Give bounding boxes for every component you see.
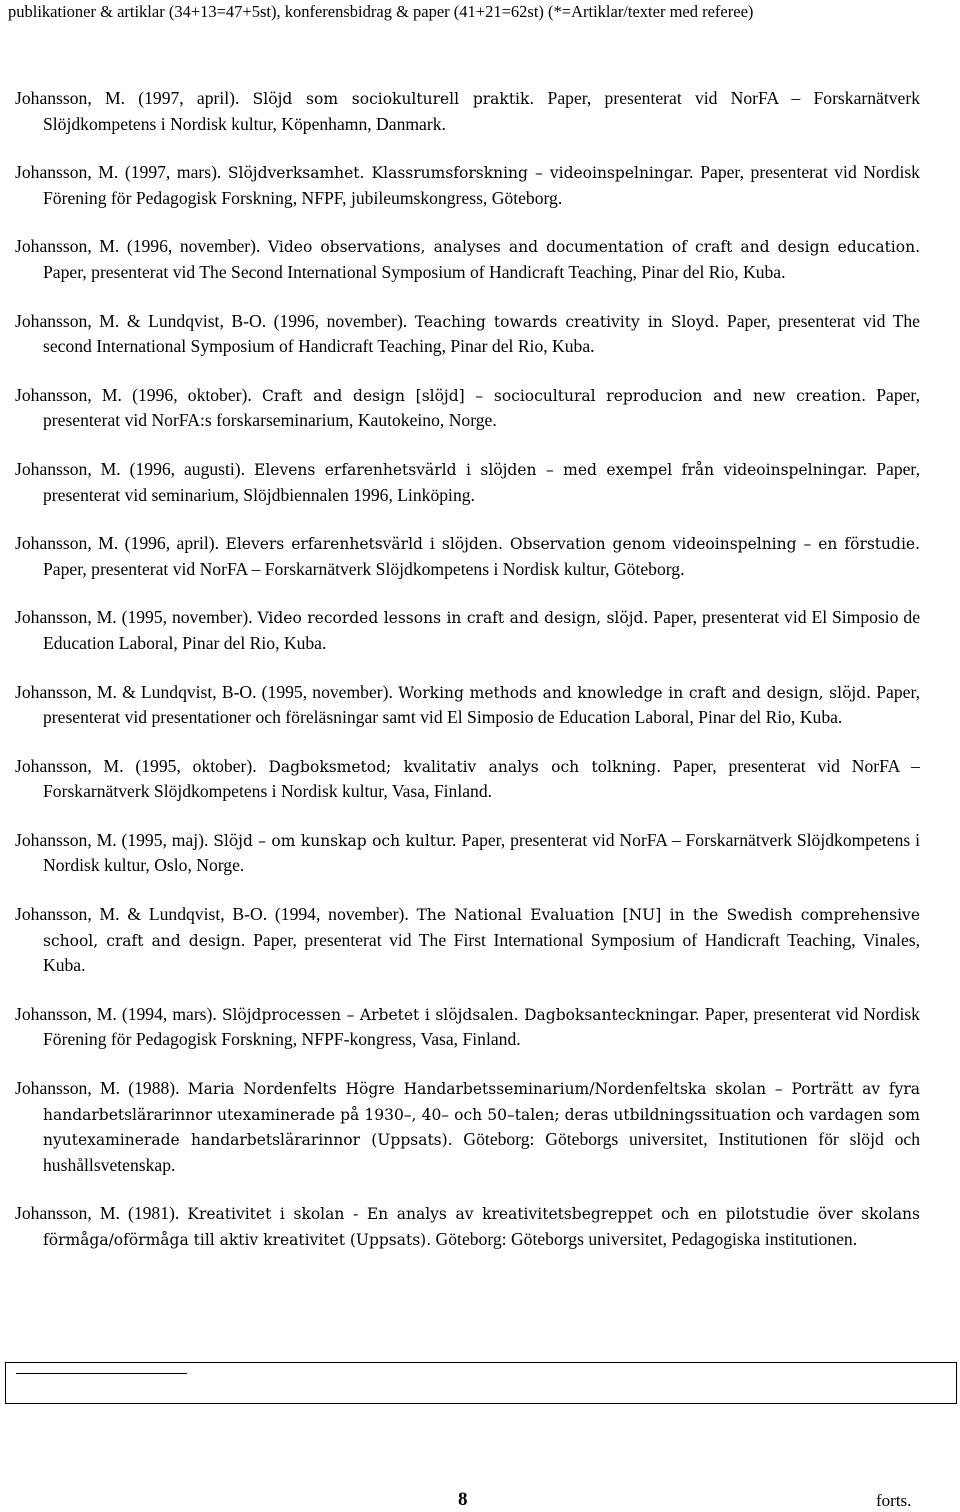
entry-author-date: Johansson, M. (1995, maj). bbox=[15, 829, 214, 850]
entry-venue: Paper, presenterat vid El Simposio de Education Laboral, Pinar del Rio, Kuba. bbox=[43, 607, 920, 653]
entry-venue: Paper, presenterat vid NorFA:s forskarseminarium, Kautokeino, Norge. bbox=[43, 384, 920, 431]
reference-entry bbox=[15, 1201, 920, 1252]
entry-author-date: Johansson, M. (1997, mars). bbox=[15, 162, 228, 183]
entry-author-date: Johansson, M. (1995, november). bbox=[15, 607, 258, 628]
entry-venue: Paper, presenterat vid Nordisk Förening för Pedagogisk Forskning, NFPF-kongress, Vasa, Finland. bbox=[43, 1003, 920, 1050]
entry-author-date: Johansson, M. (1988). bbox=[15, 1078, 188, 1099]
reference-entry bbox=[15, 754, 920, 804]
entry-venue: Paper, presenterat vid NorFA – Forskarnätverk Slöjdkompetens i Nordisk kultur, Oslo, Norge. bbox=[43, 829, 920, 876]
entry-title: Teaching towards creativity in Sloyd. bbox=[414, 312, 720, 331]
reference-entry bbox=[15, 309, 920, 359]
entry-title: Video recorded lessons in craft and design, slöjd. bbox=[257, 609, 649, 628]
entry-venue: Paper, presenterat vid NorFA – Forskarnätverk Slöjdkompetens i Nordisk kultur, Köpenhamn, Danmark. bbox=[43, 88, 920, 134]
entry-title: Slöjdprocessen – Arbetet i slöjdsalen. Dagboksanteckningar. bbox=[221, 1005, 700, 1024]
entry-venue: Paper, presenterat vid NorFA – Forskarnätverk Slöjdkompetens i Nordisk kultur, Vasa, Finland. bbox=[43, 755, 920, 802]
entry-author-date: Johansson, M. (1997, april). bbox=[15, 88, 253, 108]
reference-list bbox=[15, 86, 920, 1253]
entry-title: Craft and design [slöjd] – sociocultural reproducion and new creation. bbox=[261, 386, 867, 405]
entry-title: The National Evaluation [NU] in the Swedish comprehensive school, craft and design. bbox=[43, 906, 920, 950]
continued-marker: forts. bbox=[876, 1491, 912, 1510]
entry-venue: Paper, presenterat vid NorFA – Forskarnätverk Slöjdkompetens i Nordisk kultur, Göteborg. bbox=[43, 558, 685, 579]
entry-venue: Paper, presenterat vid The second International Symposium of Handicraft Teaching, Pinar del Rio, Kuba. bbox=[43, 310, 920, 357]
reference-entry bbox=[15, 160, 920, 210]
entry-title: Dagboksmetod; kvalitativ analys och tolkning. bbox=[268, 757, 662, 776]
entry-title: Slöjdverksamhet. Klassrumsforskning – videoinspelningar. bbox=[227, 164, 694, 183]
entry-title: Slöjd som sociokulturell praktik. bbox=[252, 90, 535, 108]
footnote-box bbox=[5, 1362, 957, 1404]
reference-entry bbox=[15, 234, 920, 284]
reference-entry bbox=[15, 828, 920, 878]
reference-entry bbox=[15, 1076, 920, 1177]
page-number: 8 bbox=[458, 1489, 468, 1510]
entry-title: Maria Nordenfelts Högre Handarbetsseminarium/Nordenfeltska skolan – Porträtt av fyra handarbetslärarinnor utexaminerade på 1930–, 40– och 50–talen; deras utbildningssituation och vardagen som nyutexaminerade handarbetslärarinnor (Uppsats). bbox=[43, 1080, 920, 1150]
reference-entry bbox=[15, 457, 920, 507]
entry-title: Kreativitet i skolan - En analys av kreativitetsbegreppet och en pilotstudie över skolans förmåga/oförmåga till aktiv kreativitet (Uppsats). bbox=[43, 1205, 920, 1249]
entry-title: Working methods and knowledge in craft and design, slöjd. bbox=[398, 683, 872, 702]
entry-venue: Paper, presenterat vid seminarium, Slöjdbiennalen 1996, Linköping. bbox=[43, 458, 920, 505]
entry-author-date: Johansson, M. (1995, oktober). bbox=[15, 755, 269, 776]
entry-title: Slöjd – om kunskap och kultur. bbox=[213, 831, 457, 850]
entry-title: Elevens erfarenhetsvärld i slöjden – med exempel från videoinspelningar. bbox=[254, 460, 868, 479]
reference-entry bbox=[15, 383, 920, 433]
entry-author-date: Johansson, M. & Lundqvist, B-O. (1996, november). bbox=[15, 310, 415, 331]
footnote-rule bbox=[16, 1373, 187, 1374]
entry-author-date: Johansson, M. (1996, april). bbox=[15, 533, 226, 554]
entry-venue: Paper, presenterat vid presentationer och föreläsningar samt vid El Simposio de Education Laboral, Pinar del Rio, Kuba. bbox=[43, 681, 921, 728]
entry-title: Video observations, analyses and documentation of craft and design education. bbox=[267, 238, 920, 257]
reference-entry bbox=[15, 902, 920, 978]
reference-entry bbox=[15, 680, 920, 730]
entry-author-date: Johansson, M. & Lundqvist, B-O. (1995, november). bbox=[15, 681, 399, 702]
entry-author-date: Johansson, M. (1996, oktober). bbox=[15, 384, 262, 405]
entry-author-date: Johansson, M. & Lundqvist, B-O. (1994, november). bbox=[15, 904, 417, 925]
entry-venue: Paper, presenterat vid The Second International Symposium of Handicraft Teaching, Pinar del Rio, Kuba. bbox=[43, 261, 786, 282]
entry-author-date: Johansson, M. (1996, november). bbox=[15, 236, 268, 257]
reference-entry bbox=[15, 1002, 920, 1052]
entry-author-date: Johansson, M. (1981). bbox=[15, 1203, 188, 1224]
entry-venue: Göteborg: Göteborgs universitet, Pedagogiska institutionen. bbox=[431, 1229, 858, 1249]
entry-author-date: Johansson, M. (1996, augusti). bbox=[15, 458, 254, 479]
running-header: publikationer & artiklar (34+13=47+5st), konferensbidrag & paper (41+21=62st) (*=Artiklar/texter med referee) bbox=[8, 2, 754, 21]
entry-venue: Göteborg: Göteborgs universitet, Institutionen för slöjd och hushållsvetenskap. bbox=[43, 1129, 920, 1175]
reference-entry bbox=[15, 86, 920, 136]
reference-entry bbox=[15, 605, 920, 655]
entry-title: Elevers erfarenhetsvärld i slöjden. Observation genom videoinspelning – en förstudie. bbox=[225, 535, 920, 554]
entry-venue: Paper, presenterat vid The First International Symposium of Handicraft Teaching, Vinales, Kuba. bbox=[43, 929, 920, 976]
entry-author-date: Johansson, M. (1994, mars). bbox=[15, 1003, 222, 1024]
reference-entry bbox=[15, 531, 920, 581]
entry-venue: Paper, presenterat vid Nordisk Förening för Pedagogisk Forskning, NFPF, jubileumskongress, Göteborg. bbox=[43, 162, 920, 208]
